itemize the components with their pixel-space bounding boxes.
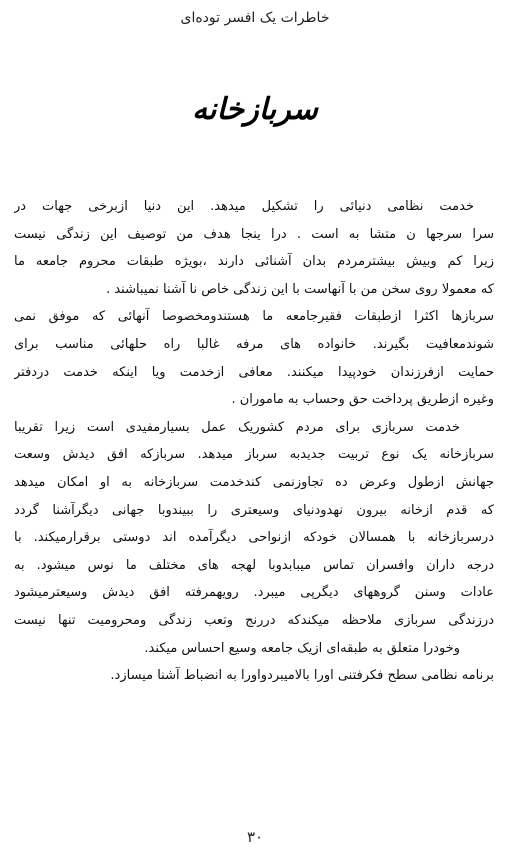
- text-line: سرا سرجها ن متشا به است . درا ینجا هدف من توصیف این زندگی نیست: [14, 226, 494, 242]
- text-line: زیرا کم وبیش بیشترمردم بدان آشنائی دارند ،بویژه طبقات محروم جامعه ما: [14, 254, 494, 270]
- text-line: وخودرا متعلق به طبقه‌ای ازیک جامعه وسیع احساس میکند.: [144, 640, 460, 656]
- text-line: حمایت ازفرزندان خودپیدا میکنند. معافی ازخدمت ویا اینکه خدمت دردفتر: [14, 364, 494, 380]
- text-line: خدمت سربازی برای مردم کشوریک عمل بسیارمفیدی است زیرا تقریبا: [14, 419, 460, 435]
- chapter-title: سربازخانه: [192, 92, 318, 127]
- running-header: خاطرات یک افسر توده‌ای: [180, 10, 330, 26]
- text-line: درجه داران وافسران تماس میبابدوبا لهجه های مختلف ما نوس میشود. به: [14, 557, 494, 573]
- text-line: درزندگی سربازی ملاحظه میکندکه دررنج وتعب زندگی ومحرومیت تنها نیست: [14, 612, 494, 628]
- text-line: عادات وسنن گروههای دیگرپی میبرد. رویهمرفته افق دیدش وسیعترمیشود: [14, 585, 494, 601]
- body-text: [14, 193, 494, 690]
- text-line: خدمت نظامی دنیائی را تشکیل میدهد. این دنیا ازبرخی جهات در: [14, 199, 474, 214]
- text-line: وغیره ازطریق پرداخت حق وحساب به ماموران .: [231, 392, 494, 408]
- text-line: برنامه نظامی سطح فکرفتنی اورا بالامیبردواورا به انضباط آشنا میسازد.: [110, 668, 494, 684]
- text-line: شوندمعافیت بگیرند. خانواده های مرفه غالبا راه حلهائی مناسب برای: [14, 336, 494, 352]
- text-line: سربازها اکثرا ازطبقات فقیرجامعه ما هستندومخصوصا آنهائی که موفق نمی: [14, 309, 494, 325]
- text-line: سربازخانه یک نوع تربیت جدیدبه سرباز میدهد. سربازکه افق دیدش وسعت: [14, 447, 494, 463]
- text-line: که معمولا روی سخن من با آنهاست با این زندگی خاص نا آشنا نمیباشند .: [106, 281, 494, 297]
- text-line: که قدم ازخانه بیرون نهدودنیای وسیعتری را ببیندوبا جهانی دیگرآشنا گردد: [14, 502, 494, 518]
- page-number: ۳۰: [246, 828, 264, 846]
- text-line: جهانش ازطول وعرض ده تجاوزنمی کندخدمت سربازخانه به او امکان میدهد: [14, 474, 494, 490]
- text-line: درسربازخانه با همسالان خودکه ازنواحی دیگرآمده اند دوستی برقرارمیکند. با: [14, 530, 494, 546]
